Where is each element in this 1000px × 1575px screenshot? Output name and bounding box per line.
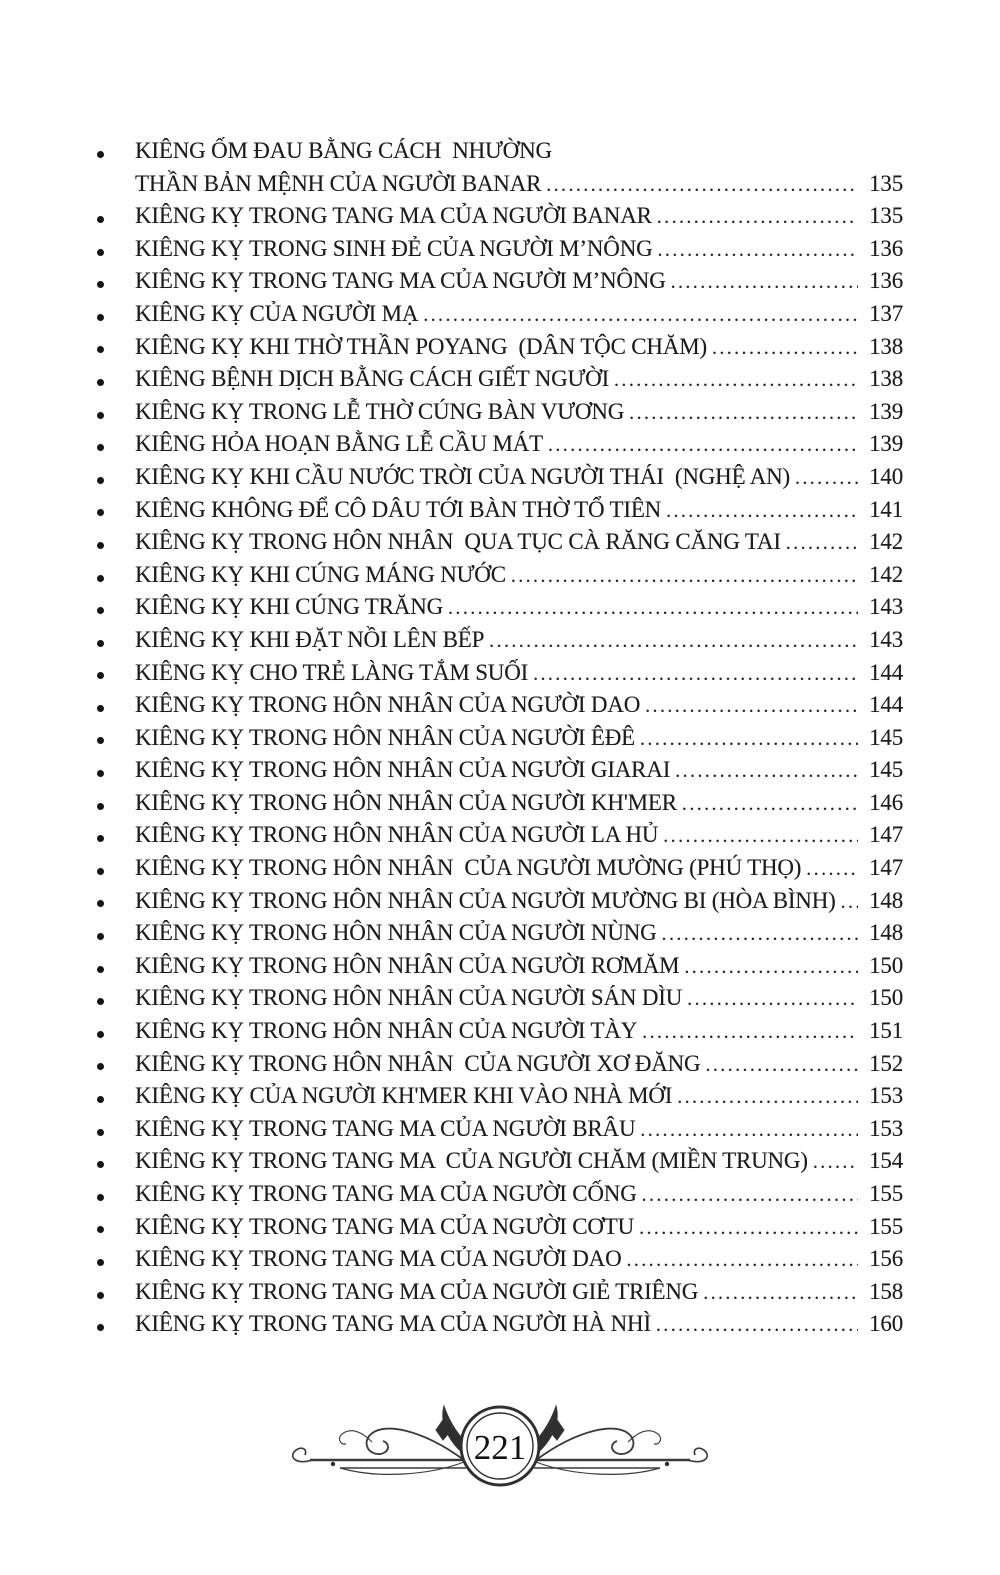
toc-entry-row (97, 1181, 903, 1214)
bullet-cell (97, 1031, 135, 1038)
toc-entry-row (97, 366, 903, 399)
toc-entry-row (97, 692, 903, 725)
bullet-icon (97, 379, 104, 386)
toc-entry-title: KIÊNG KHÔNG ĐỂ CÔ DÂU TỚI BÀN THỜ TỔ TIÊN (135, 496, 662, 522)
bullet-cell (97, 542, 135, 549)
bullet-icon (97, 346, 104, 353)
toc-page-number: 147 (869, 855, 903, 881)
toc-page-number: 135 (869, 170, 903, 196)
toc-entry-title: KIÊNG KỴ TRONG TANG MA CỦA NGƯỜI CỐNG (135, 1181, 637, 1206)
toc-page-number: 135 (869, 203, 903, 229)
toc-entry-row (97, 203, 903, 236)
bullet-cell (97, 183, 135, 190)
toc-page-number: 137 (869, 300, 903, 326)
bullet-icon (97, 803, 104, 810)
bullet-cell (97, 1259, 135, 1266)
toc-entry-row (97, 1214, 903, 1247)
toc-entry-title: KIÊNG KỴ CHO TRẺ LÀNG TẮM SUỐI (135, 659, 529, 685)
bullet-icon (97, 575, 104, 582)
toc-entry-row (97, 171, 903, 204)
bullet-icon (97, 900, 104, 907)
toc-entry-row (97, 1051, 903, 1084)
toc-page-number: 160 (869, 1311, 903, 1337)
toc-entry-title: KIÊNG KỴ TRONG TANG MA CỦA NGƯỜI BRÂU (135, 1115, 636, 1141)
toc-entry-title: KIÊNG KỴ TRONG TANG MA CỦA NGƯỜI GIẺ TRIÊNG (135, 1278, 699, 1304)
toc-entry-title: KIÊNG KỴ TRONG HÔN NHÂN CỦA NGƯỜI DAO (135, 692, 641, 718)
toc-entry-row (97, 1246, 903, 1279)
bullet-cell (97, 933, 135, 940)
toc-entry-title: KIÊNG KỴ TRONG HÔN NHÂN CỦA NGƯỜI XƠ ĐĂNG (135, 1050, 701, 1076)
bullet-cell (97, 705, 135, 712)
bullet-cell (97, 249, 135, 256)
dot-leader (546, 174, 858, 197)
toc-entry-row (97, 985, 903, 1018)
bullet-cell (97, 1161, 135, 1168)
bullet-icon (97, 1031, 104, 1038)
bullet-cell (97, 575, 135, 582)
toc-entry-title: KIÊNG KỴ TRONG HÔN NHÂN CỦA NGƯỜI SÁN DÌU (135, 985, 683, 1011)
bullet-cell (97, 509, 135, 516)
toc-entry-title: KIÊNG KỴ TRONG TANG MA CỦA NGƯỜI CHĂM (MIỀN TRUNG) (135, 1148, 808, 1174)
bullet-icon (97, 868, 104, 875)
bullet-icon (97, 1194, 104, 1201)
toc-entry-row (97, 660, 903, 693)
bullet-cell (97, 151, 135, 158)
toc-entry-row (97, 1018, 903, 1051)
toc-page-number: 150 (869, 952, 903, 978)
toc-entry-row (97, 497, 903, 530)
toc-entry-title: KIÊNG KỴ TRONG TANG MA CỦA NGƯỜI DAO (135, 1246, 622, 1272)
toc-entry-title: KIÊNG BỆNH DỊCH BẰNG CÁCH GIẾT NGƯỜI (135, 366, 610, 392)
bullet-icon (97, 1161, 104, 1168)
toc-entry-row (97, 562, 903, 595)
toc-page-number: 140 (869, 463, 903, 489)
toc-entry-row (97, 1148, 903, 1181)
dot-leader (548, 434, 858, 457)
toc-entry-row (97, 431, 903, 464)
toc-entry-title: KIÊNG KỴ KHI CÚNG TRĂNG (135, 594, 444, 620)
toc-entry-row (97, 1116, 903, 1149)
dot-leader (626, 1249, 858, 1272)
dot-leader (666, 500, 858, 523)
bullet-cell (97, 835, 135, 842)
bullet-icon (97, 281, 104, 288)
toc-page-number: 156 (869, 1246, 903, 1272)
bullet-icon (97, 705, 104, 712)
dot-leader (786, 532, 858, 555)
bullet-icon (97, 249, 104, 256)
dot-leader (684, 956, 858, 979)
bullet-icon (97, 1292, 104, 1299)
toc-entry-row (97, 1311, 903, 1344)
bullet-cell (97, 607, 135, 614)
toc-entry-title: KIÊNG KỴ TRONG TANG MA CỦA NGƯỜI HÀ NHÌ (135, 1311, 651, 1337)
footer-ornament (280, 1366, 720, 1536)
dot-leader (489, 630, 858, 653)
toc-page-number: 138 (869, 333, 903, 359)
toc-entry-row (97, 790, 903, 823)
bullet-cell (97, 900, 135, 907)
toc-page-number: 142 (869, 561, 903, 587)
toc-entry-title: KIÊNG KỴ TRONG HÔN NHÂN CỦA NGƯỜI LA HỦ (135, 822, 659, 848)
dot-leader (657, 206, 858, 229)
bullet-cell (97, 216, 135, 223)
toc-entry-row (97, 268, 903, 301)
toc-page-number: 153 (869, 1083, 903, 1109)
toc-page-number: 142 (869, 529, 903, 555)
dot-leader (640, 728, 858, 751)
bullet-icon (97, 737, 104, 744)
toc-page-number: 146 (869, 789, 903, 815)
bullet-icon (97, 933, 104, 940)
toc-entry-title: KIÊNG KỴ TRONG HÔN NHÂN CỦA NGƯỜI MƯỜNG BI (HÒA BÌNH) (135, 887, 836, 913)
bullet-cell (97, 477, 135, 484)
dot-leader (614, 369, 858, 392)
toc-page-number: 153 (869, 1115, 903, 1141)
toc-page-number: 143 (869, 626, 903, 652)
toc-entry-title: KIÊNG KỴ TRONG HÔN NHÂN CỦA NGƯỜI NÙNG (135, 920, 657, 946)
bullet-icon (97, 444, 104, 451)
toc-entry-title: KIÊNG HỎA HOẠN BẰNG LỄ CẦU MÁT (135, 431, 543, 457)
bullet-icon (97, 998, 104, 1005)
toc-entry-title: KIÊNG KỴ KHI CÚNG MÁNG NƯỚC (135, 561, 506, 587)
bullet-icon (97, 1324, 104, 1331)
toc-page-number: 136 (869, 268, 903, 294)
toc-entry-title: KIÊNG KỴ TRONG LỄ THỜ CÚNG BÀN VƯƠNG (135, 398, 625, 424)
bullet-icon (97, 216, 104, 223)
bullet-icon (97, 672, 104, 679)
bullet-cell (97, 672, 135, 679)
dot-leader (658, 239, 858, 262)
toc-entry-title: KIÊNG KỴ TRONG HÔN NHÂN CỦA NGƯỜI RƠMĂM (135, 952, 680, 978)
bullet-cell (97, 1226, 135, 1233)
toc-entry-row (97, 725, 903, 758)
bullet-cell (97, 314, 135, 321)
dot-leader (640, 1119, 858, 1142)
toc-entry-title: KIÊNG KỴ TRONG HÔN NHÂN CỦA NGƯỜI TÀY (135, 1018, 638, 1044)
bullet-cell (97, 1129, 135, 1136)
bullet-icon (97, 1096, 104, 1103)
toc-page-number: 158 (869, 1278, 903, 1304)
toc-entry-title: KIÊNG KỴ TRONG TANG MA CỦA NGƯỜI M’NÔNG (135, 268, 666, 294)
bullet-icon (97, 770, 104, 777)
bullet-icon (97, 1226, 104, 1233)
toc-entry-title: KIÊNG KỴ KHI THỜ THẦN POYANG (DÂN TỘC CHĂM) (135, 333, 707, 359)
toc-entry-title: KIÊNG KỴ TRONG HÔN NHÂN CỦA NGƯỜI ÊĐÊ (135, 724, 636, 750)
toc-entry-title: THẦN BẢN MỆNH CỦA NGƯỜI BANAR (135, 170, 542, 196)
bullet-cell (97, 998, 135, 1005)
toc-page-number: 138 (869, 366, 903, 392)
dot-leader (677, 1086, 858, 1109)
toc-entry-title: KIÊNG KỴ KHI CẦU NƯỚC TRỜI CỦA NGƯỜI THÁI (NGHỆ AN) (135, 463, 790, 489)
toc-page-number: 143 (869, 594, 903, 620)
toc-page-number: 139 (869, 431, 903, 457)
dot-leader (712, 337, 858, 360)
bullet-cell (97, 966, 135, 973)
toc-entry-row (97, 138, 903, 171)
dot-leader (629, 402, 858, 425)
toc-entry-row (97, 855, 903, 888)
toc-entry-row (97, 236, 903, 269)
bullet-cell (97, 640, 135, 647)
dot-leader (639, 1217, 858, 1240)
toc-entry-row (97, 953, 903, 986)
bullet-cell (97, 444, 135, 451)
toc-entry-title: KIÊNG KỴ TRONG HÔN NHÂN QUA TỤC CÀ RĂNG CĂNG TAI (135, 529, 781, 555)
dot-leader (682, 793, 858, 816)
toc-entry-title: KIÊNG KỴ TRONG HÔN NHÂN CỦA NGƯỜI GIARAI (135, 757, 671, 783)
dot-leader (642, 1184, 858, 1207)
toc-page-number: 148 (869, 920, 903, 946)
dot-leader (448, 597, 858, 620)
bullet-cell (97, 1096, 135, 1103)
bullet-cell (97, 346, 135, 353)
bullet-cell (97, 379, 135, 386)
toc-page-number: 147 (869, 822, 903, 848)
bullet-cell (97, 1194, 135, 1201)
dot-leader (813, 1151, 858, 1174)
bullet-icon (97, 412, 104, 419)
bullet-cell (97, 1292, 135, 1299)
toc-page-number: 151 (869, 1018, 903, 1044)
toc-entry-title: KIÊNG KỴ TRONG SINH ĐẺ CỦA NGƯỜI M’NÔNG (135, 235, 653, 261)
toc-entry-title: KIÊNG KỴ TRONG HÔN NHÂN CỦA NGƯỜI KH'MER (135, 789, 677, 815)
dot-leader (703, 1282, 858, 1305)
toc-page-number: 144 (869, 659, 903, 685)
dot-leader (663, 825, 858, 848)
dot-leader (841, 891, 858, 914)
toc-entry-row (97, 529, 903, 562)
toc-entry-row (97, 594, 903, 627)
toc-page-number: 145 (869, 757, 903, 783)
toc-entry-title: KIÊNG KỴ KHI ĐẶT NỒI LÊN BẾP (135, 626, 485, 652)
bullet-cell (97, 770, 135, 777)
bullet-icon (97, 1259, 104, 1266)
bullet-icon (97, 151, 104, 158)
bullet-icon (97, 966, 104, 973)
toc-entry-row (97, 822, 903, 855)
bullet-cell (97, 412, 135, 419)
dot-leader (423, 304, 858, 327)
dot-leader (806, 858, 858, 881)
toc-entry-title: KIÊNG KỴ TRONG HÔN NHÂN CỦA NGƯỜI MƯỜNG (PHÚ THỌ) (135, 855, 802, 881)
dot-leader (687, 988, 858, 1011)
toc-entry-row (97, 301, 903, 334)
bullet-icon (97, 509, 104, 516)
toc-entry-row (97, 334, 903, 367)
bullet-icon (97, 835, 104, 842)
toc-page-number: 136 (869, 235, 903, 261)
bullet-cell (97, 803, 135, 810)
bullet-icon (97, 607, 104, 614)
toc-entry-row (97, 627, 903, 660)
toc-entry-title: KIÊNG KỴ CỦA NGƯỜI MẠ (135, 300, 419, 326)
dot-leader (675, 760, 858, 783)
toc-entry-title: KIÊNG ỐM ĐAU BẰNG CÁCH NHƯỜNG (135, 138, 552, 163)
bullet-cell (97, 281, 135, 288)
dot-leader (645, 695, 858, 718)
toc-entry-row (97, 1279, 903, 1312)
dot-leader (795, 467, 858, 490)
bullet-icon (97, 1129, 104, 1136)
toc-entry-title: KIÊNG KỴ TRONG TANG MA CỦA NGƯỜI CƠTU (135, 1213, 635, 1239)
toc-entry-row (97, 399, 903, 432)
toc-page-number: 155 (869, 1181, 903, 1206)
dot-leader (662, 923, 858, 946)
bullet-icon (97, 314, 104, 321)
toc-entry-row (97, 464, 903, 497)
dot-leader (705, 1054, 858, 1077)
toc-entry-row (97, 1083, 903, 1116)
dot-leader (533, 663, 858, 686)
toc-entry-row (97, 920, 903, 953)
bullet-cell (97, 1324, 135, 1331)
footer-page-number: 221 (473, 1428, 527, 1467)
bullet-cell (97, 868, 135, 875)
dot-leader (511, 565, 858, 588)
toc-page-number: 139 (869, 398, 903, 424)
bullet-cell (97, 1063, 135, 1070)
toc-page-number: 154 (869, 1148, 903, 1174)
bullet-icon (97, 542, 104, 549)
toc-entry-row (97, 888, 903, 921)
toc-entry-title: KIÊNG KỴ CỦA NGƯỜI KH'MER KHI VÀO NHÀ MỚI (135, 1083, 673, 1109)
toc-entry-title: KIÊNG KỴ TRONG TANG MA CỦA NGƯỜI BANAR (135, 203, 652, 229)
dot-leader (671, 271, 858, 294)
bullet-cell (97, 737, 135, 744)
toc-page-number: 155 (869, 1213, 903, 1239)
dot-leader (642, 1021, 858, 1044)
toc-entry-row (97, 757, 903, 790)
toc-page-number: 145 (869, 724, 903, 750)
bullet-icon (97, 477, 104, 484)
toc-list (97, 138, 903, 1344)
toc-page-number: 144 (869, 692, 903, 718)
toc-page-number: 141 (869, 496, 903, 522)
bullet-icon (97, 640, 104, 647)
bullet-icon (97, 1063, 104, 1070)
toc-page-number: 150 (869, 985, 903, 1011)
toc-page-number: 152 (869, 1050, 903, 1076)
flourish-divider-graphic (280, 1366, 720, 1536)
toc-page-number: 148 (869, 887, 903, 913)
dot-leader (656, 1314, 858, 1337)
